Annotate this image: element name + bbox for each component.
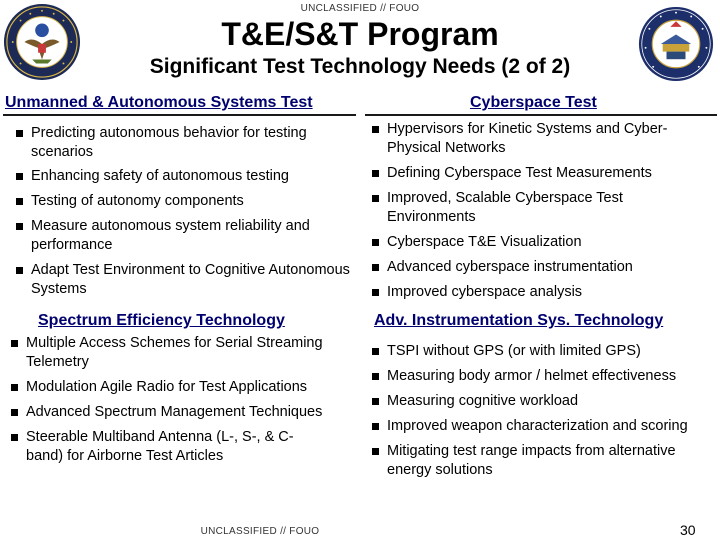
list-item: Measuring cognitive workload [371,392,711,411]
bullet-square-icon [11,434,18,441]
instrumentation-bullet-list [371,342,711,480]
list-item: Improved, Scalable Cyberspace Test Environments [371,189,711,227]
bullet-square-icon [16,267,23,274]
list-item: Steerable Multiband Antenna (L-, S-, & C-band) for Airborne Test Articles [10,428,330,466]
list-item: Advanced cyberspace instrumentation [371,258,711,277]
bullet-square-icon [372,373,379,380]
section-heading-cyberspace: Cyberspace Test [470,94,597,111]
list-item: TSPI without GPS (or with limited GPS) [371,342,711,361]
list-item: Multiple Access Schemes for Serial Streaming Telemetry [10,334,330,372]
bullet-square-icon [11,409,18,416]
list-item: Hypervisors for Kinetic Systems and Cyber-Physical Networks [371,120,711,158]
list-item: Testing of autonomy components [15,192,350,211]
bullet-square-icon [372,448,379,455]
slide-subtitle: Significant Test Technology Needs (2 of 2) [149,55,571,78]
bullet-square-icon [372,264,379,271]
bullet-square-icon [16,130,23,137]
classification-banner-top: UNCLASSIFIED // FOUO [300,3,420,14]
classification-banner-bottom: UNCLASSIFIED // FOUO [200,526,320,537]
section-heading-instrumentation: Adv. Instrumentation Sys. Technology [374,312,664,329]
list-item: Enhancing safety of autonomous testing [15,167,350,186]
list-item: Predicting autonomous behavior for testing scenarios [15,124,350,162]
list-item: Cyberspace T&E Visualization [371,233,711,252]
bullet-square-icon [372,126,379,133]
bullet-square-icon [11,340,18,347]
list-item: Measure autonomous system reliability and performance [15,217,350,255]
page-number: 30 [680,522,696,538]
list-item: Defining Cyberspace Test Measurements [371,164,711,183]
bullet-square-icon [372,348,379,355]
list-item: Measuring body armor / helmet effectiveness [371,367,711,386]
section-heading-spectrum: Spectrum Efficiency Technology [38,312,285,329]
bullet-square-icon [16,223,23,230]
bullet-square-icon [372,239,379,246]
cyberspace-bullet-list [371,120,711,302]
list-item: Advanced Spectrum Management Techniques [10,403,330,422]
bullet-square-icon [372,170,379,177]
bullet-square-icon [372,195,379,202]
list-item: Modulation Agile Radio for Test Applications [10,378,330,397]
bullet-square-icon [372,398,379,405]
bullet-square-icon [16,198,23,205]
list-item: Adapt Test Environment to Cognitive Autonomous Systems [15,261,350,299]
list-item: Improved weapon characterization and scoring [371,417,711,436]
list-item: Mitigating test range impacts from alternative energy solutions [371,442,711,480]
divider-left [3,114,356,116]
bullet-square-icon [372,423,379,430]
slide-title: T&E/S&T Program [221,16,499,52]
divider-right [365,114,717,116]
list-item: Improved cyberspace analysis [371,283,711,302]
bullet-square-icon [11,384,18,391]
autonomous-bullet-list [15,124,350,299]
bullet-square-icon [372,289,379,296]
section-heading-autonomous: Unmanned & Autonomous Systems Test [5,94,313,111]
bullet-square-icon [16,173,23,180]
spectrum-bullet-list [10,334,330,466]
